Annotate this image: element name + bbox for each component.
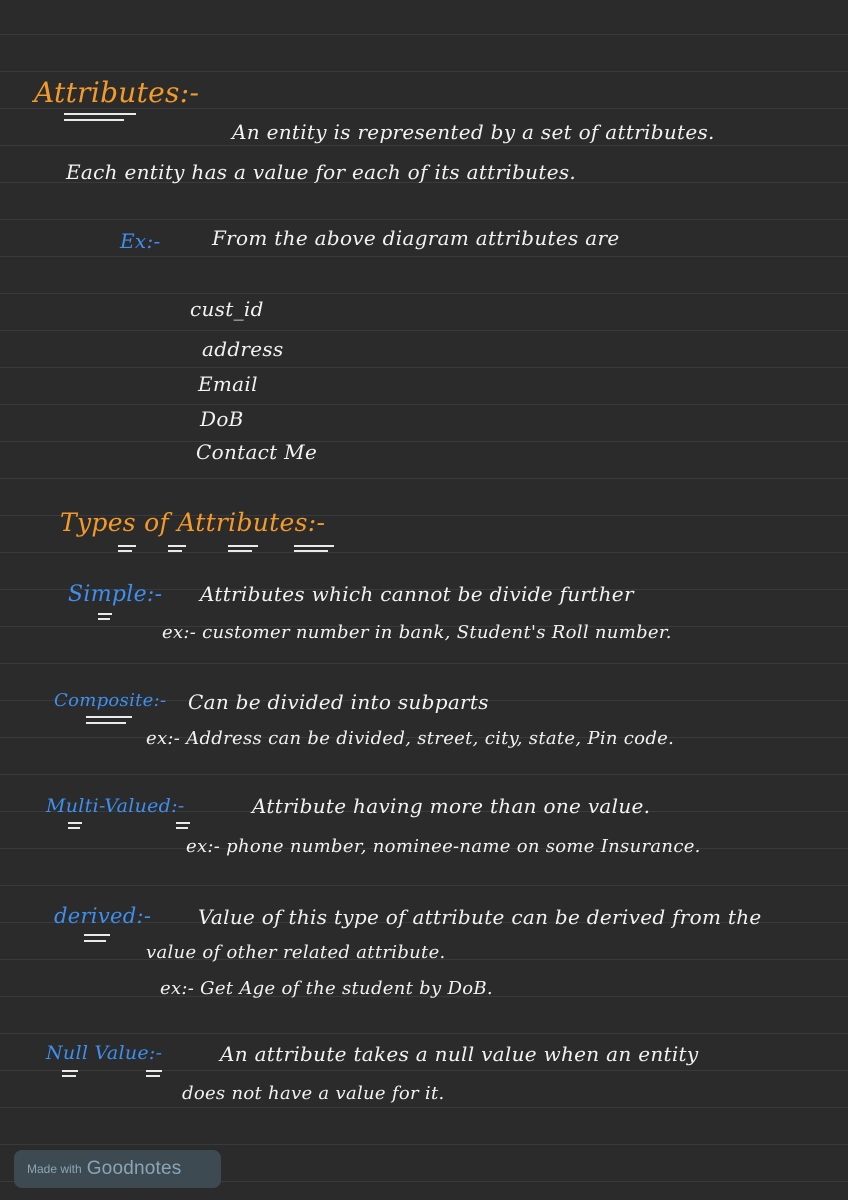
example-text: From the above diagram attributes are [212,226,620,250]
intro-line-2: Each entity has a value for each of its attributes. [66,160,577,184]
type-desc-simple: Attributes which cannot be divide further [200,582,634,606]
example-label: Ex:- [120,229,161,253]
example-item: Email [198,372,258,396]
type-desc-composite: Can be divided into subparts [188,690,489,714]
types-heading: Types of Attributes:- [60,508,326,537]
goodnotes-logo: Goodnotes [86,1158,182,1179]
intro-line-1: An entity is represented by a set of attributes. [232,120,715,144]
type-desc-null-value-cont: does not have a value for it. [182,1083,445,1104]
page-title: Attributes:- [34,76,200,109]
badge-made-with: Made with [27,1162,82,1176]
made-with-goodnotes-badge[interactable] [14,1150,221,1188]
type-label-null-value: Null Value:- [46,1042,163,1064]
type-label-composite: Composite:- [54,690,167,711]
type-label-simple: Simple:- [68,582,163,607]
type-desc-null-value: An attribute takes a null value when an entity [220,1042,699,1066]
example-item: cust_id [190,297,264,321]
example-item: DoB [200,407,244,431]
example-item: Contact Me [196,440,318,464]
type-desc-derived-cont: value of other related attribute. [146,942,446,963]
type-label-derived: derived:- [54,904,152,928]
type-example-composite: ex:- Address can be divided, street, city, state, Pin code. [146,728,675,749]
type-desc-derived: Value of this type of attribute can be derived from the [198,905,762,929]
type-example-derived: ex:- Get Age of the student by DoB. [160,978,493,999]
type-desc-multi-valued: Attribute having more than one value. [252,794,651,818]
type-label-multi-valued: Multi-Valued:- [46,795,185,817]
example-item: address [202,337,284,361]
type-example-simple: ex:- customer number in bank, Student's Roll number. [162,622,672,643]
type-example-multi-valued: ex:- phone number, nominee-name on some Insurance. [186,836,701,857]
